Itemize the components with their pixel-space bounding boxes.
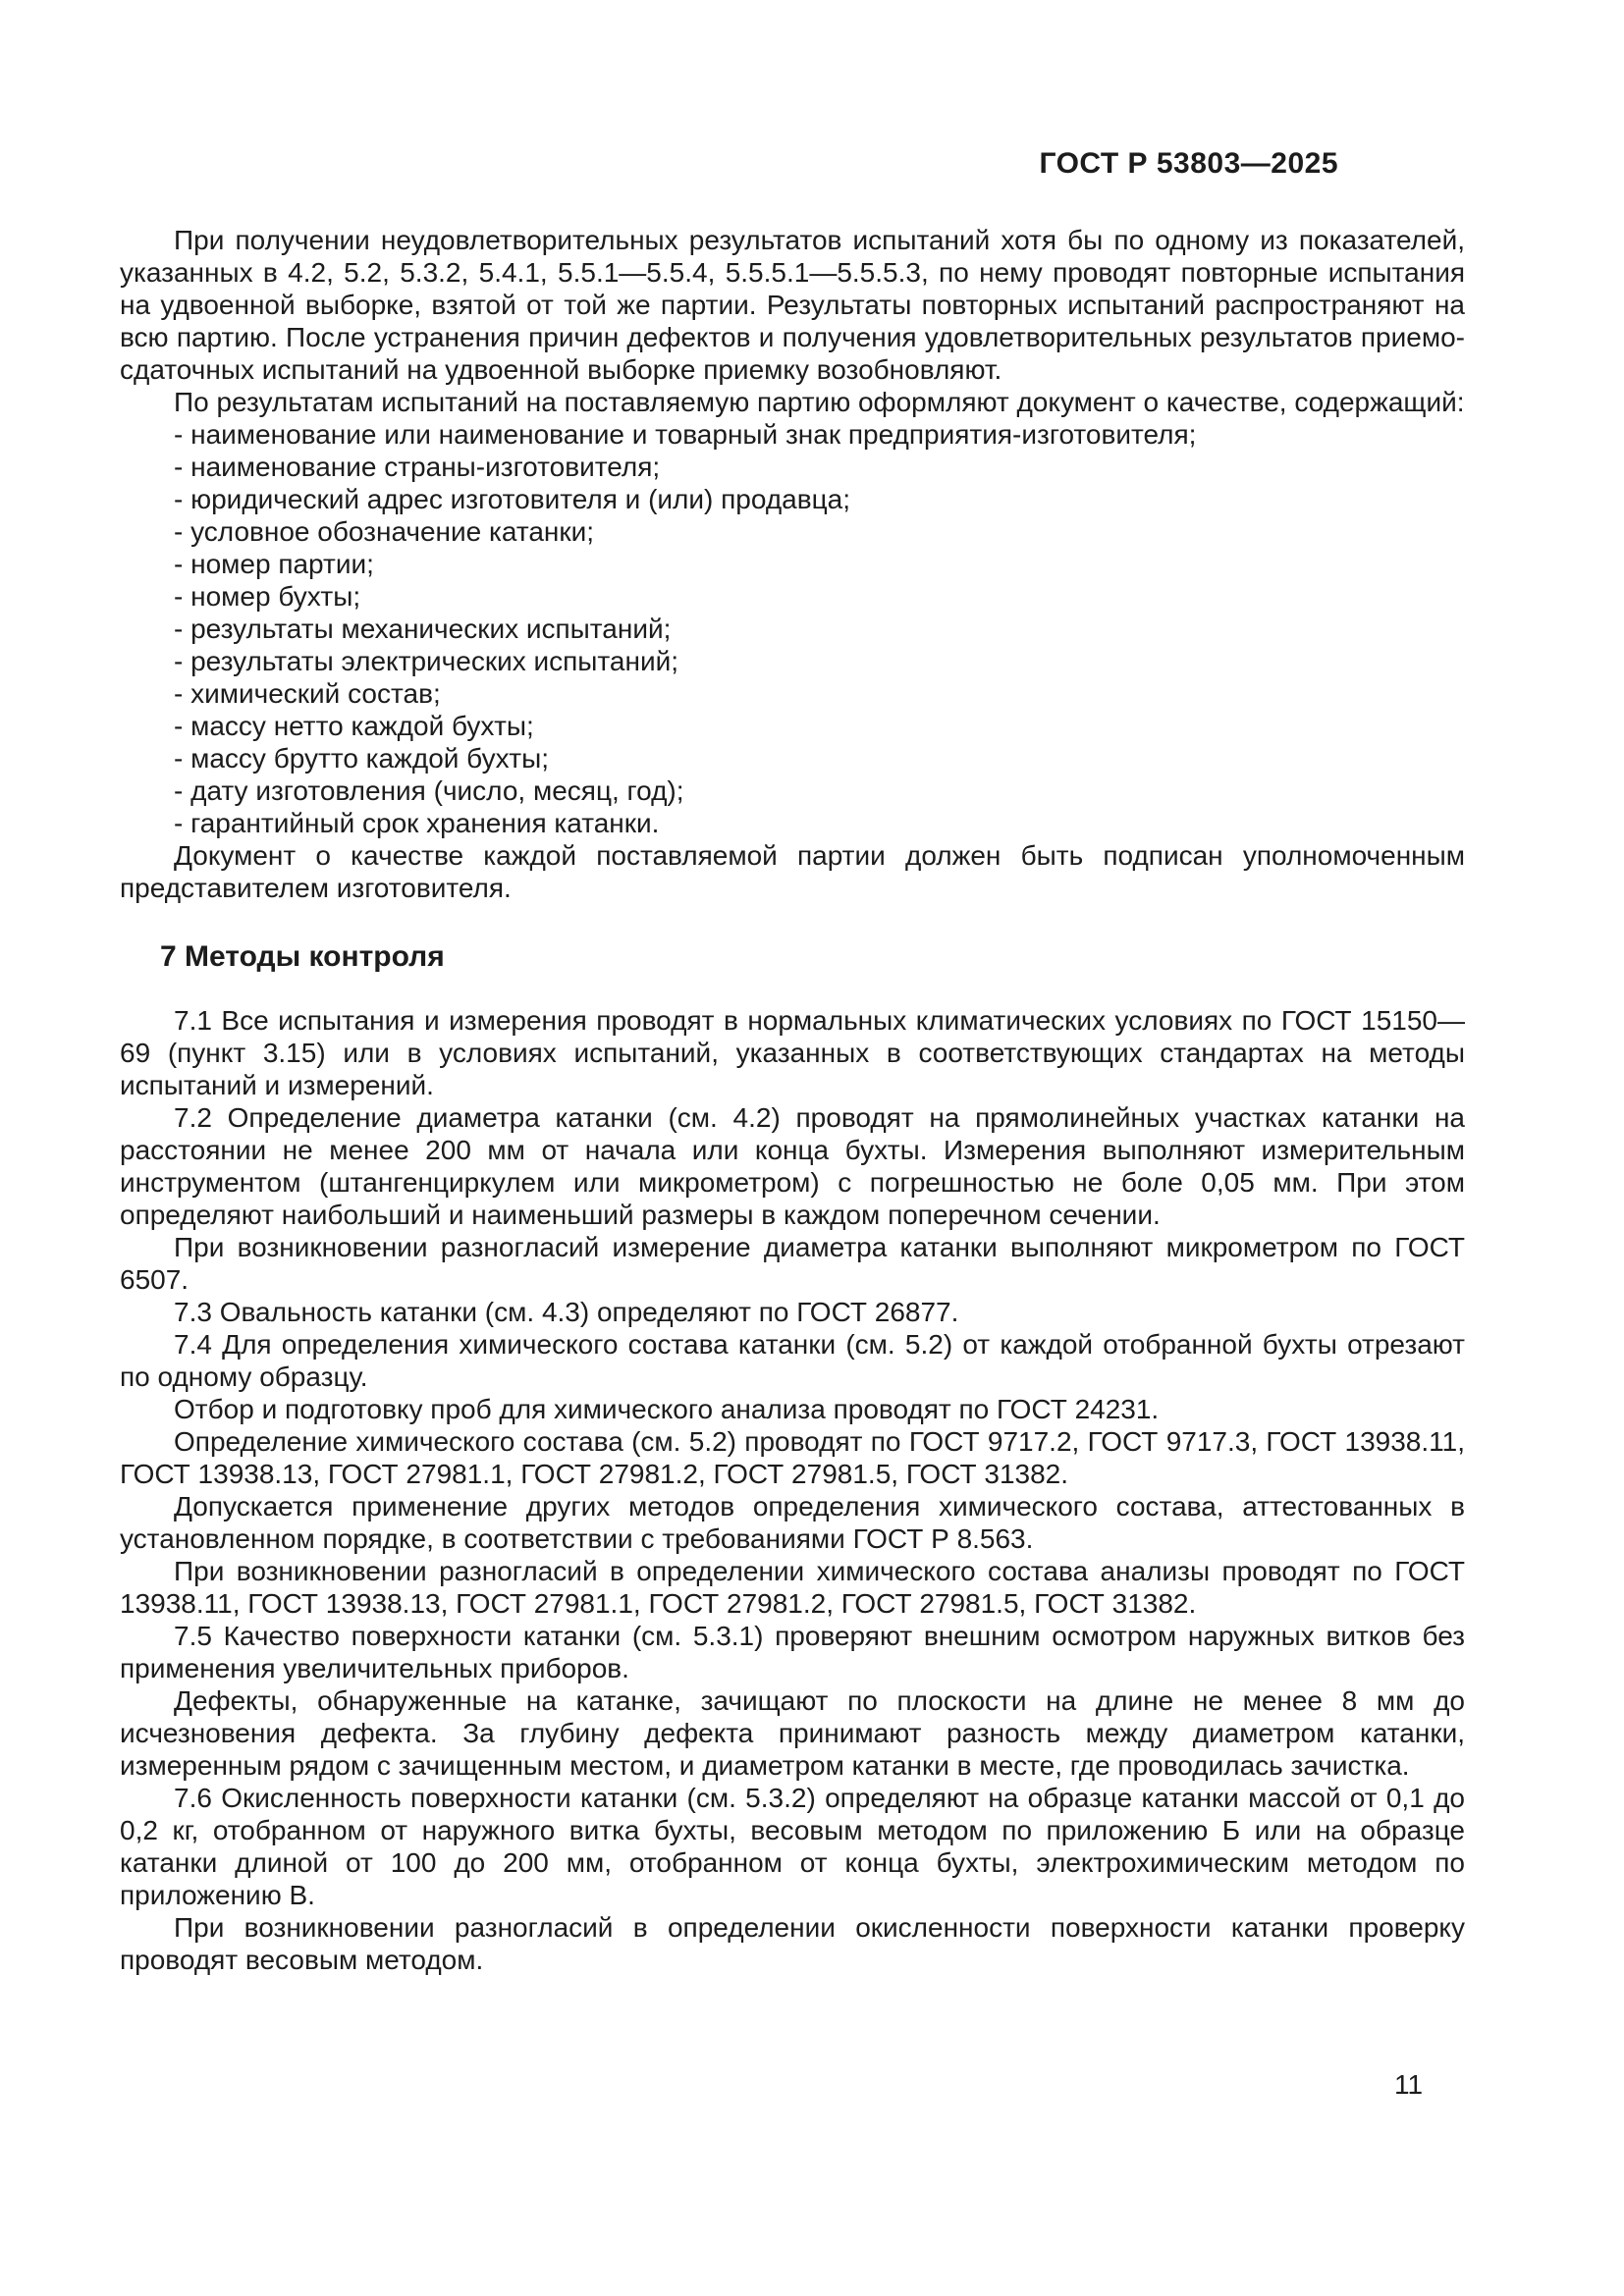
text-block xyxy=(120,224,1465,1976)
list-item: - гарантийный срок хранения катанки. xyxy=(174,808,660,838)
paragraph-7-5-defects: Дефекты, обнаруженные на катанке, зачищают по плоскости на длине не менее 8 мм до исчезновения дефекта. За глубину дефекта принимают разность между диаметром катанки, измеренным рядом с зачищенным местом, и диаметром катанки в месте, где проводилась зачистка. xyxy=(120,1685,1465,1781)
list-item: - номер партии; xyxy=(174,549,374,579)
paragraph-7-5: 7.5 Качество поверхности катанки (см. 5.3.1) проверяют внешним осмотром наружных витков без применения увеличительных приборов. xyxy=(120,1621,1465,1683)
paragraph-7-4-sampling: Отбор и подготовку проб для химического анализа проводят по ГОСТ 24231. xyxy=(174,1394,1160,1424)
page-number: 11 xyxy=(1394,2069,1424,2100)
paragraph-7-4-other-methods: Допускается применение других методов определения химического состава, аттестованных в установленном порядке, в соответствии с требованиями ГОСТ Р 8.563. xyxy=(120,1491,1465,1554)
list-item: - условное обозначение катанки; xyxy=(174,516,595,547)
paragraph-7-2-note: При возникновении разногласий измерение диаметра катанки выполняют микрометром по ГОСТ 6507. xyxy=(120,1232,1465,1295)
paragraph-7-4: 7.4 Для определения химического состава катанки (см. 5.2) от каждой отобранной бухты отрезают по одному образцу. xyxy=(120,1329,1465,1392)
list-item: - результаты механических испытаний; xyxy=(174,614,672,644)
paragraph-7-4-standards: Определение химического состава (см. 5.2) проводят по ГОСТ 9717.2, ГОСТ 9717.3, ГОСТ 13938.11, ГОСТ 13938.13, ГОСТ 27981.1, ГОСТ 27981.2, ГОСТ 27981.5, ГОСТ 31382. xyxy=(120,1426,1465,1489)
doc-code-header: ГОСТ Р 53803—2025 xyxy=(1039,147,1338,180)
paragraph-quality-document: По результатам испытаний на поставляемую партию оформляют документ о качестве, содержащий: xyxy=(174,387,1465,417)
paragraph-7-6-disputes: При возникновении разногласий в определении окисленности поверхности катанки проверку проводят весовым методом. xyxy=(120,1912,1465,1975)
list-item: - наименование страны-изготовителя; xyxy=(174,452,661,482)
list-item: - дату изготовления (число, месяц, год); xyxy=(174,775,684,806)
list-item: - массу брутто каждой бухты; xyxy=(174,743,550,774)
list-item: - юридический адрес изготовителя и (или) продавца; xyxy=(174,484,850,514)
section-7-heading: 7 Методы контроля xyxy=(160,940,445,973)
list-item: - номер бухты; xyxy=(174,581,361,612)
paragraph-retest: При получении неудовлетворительных результатов испытаний хотя бы по одному из показателей, указанных в 4.2, 5.2, 5.3.2, 5.4.1, 5.5.1—5.5.4, 5.5.5.1—5.5.5.3, по нему проводят повторные испытания на удвоенной выборке, взятой от той же партии. Результаты повторных испытаний распространяют на всю партию. После устранения причин дефектов и получения удовлетворительных результатов приемо-сдаточных испытаний на удвоенной выборке приемку возобновляют. xyxy=(120,225,1465,385)
paragraph-7-6: 7.6 Окисленность поверхности катанки (см. 5.3.2) определяют на образце катанки массой от 0,1 до 0,2 кг, отобранном от наружного витка бухты, весовым методом по приложению Б или на образце катанки длиной от 100 до 200 мм, отобранном от конца бухты, электрохимическим методом по приложению В. xyxy=(120,1783,1465,1910)
paragraph-7-3: 7.3 Овальность катанки (см. 4.3) определяют по ГОСТ 26877. xyxy=(174,1297,959,1327)
paragraph-7-4-disputes: При возникновении разногласий в определении химического состава анализы проводят по ГОСТ 13938.11, ГОСТ 13938.13, ГОСТ 27981.1, ГОСТ 27981.2, ГОСТ 27981.5, ГОСТ 31382. xyxy=(120,1556,1465,1619)
list-item: - массу нетто каждой бухты; xyxy=(174,711,534,741)
list-item: - химический состав; xyxy=(174,678,441,709)
list-item: - наименование или наименование и товарный знак предприятия-изготовителя; xyxy=(174,419,1197,450)
quality-document-list xyxy=(120,418,1465,839)
paragraph-7-2: 7.2 Определение диаметра катанки (см. 4.2) проводят на прямолинейных участках катанки на расстоянии не менее 200 мм от начала или конца бухты. Измерения выполняют измерительным инструментом (штангенциркулем или микрометром) с погрешностью не боле 0,05 мм. При этом определяют наибольший и наименьший размеры в каждом поперечном сечении. xyxy=(120,1102,1465,1230)
list-item: - результаты электрических испытаний; xyxy=(174,646,679,676)
paragraph-signed: Документ о качестве каждой поставляемой партии должен быть подписан уполномоченным представителем изготовителя. xyxy=(120,840,1465,903)
paragraph-7-1: 7.1 Все испытания и измерения проводят в нормальных климатических условиях по ГОСТ 15150—69 (пункт 3.15) или в условиях испытаний, указанных в соответствующих стандартах на методы испытаний и измерений. xyxy=(120,1005,1465,1100)
